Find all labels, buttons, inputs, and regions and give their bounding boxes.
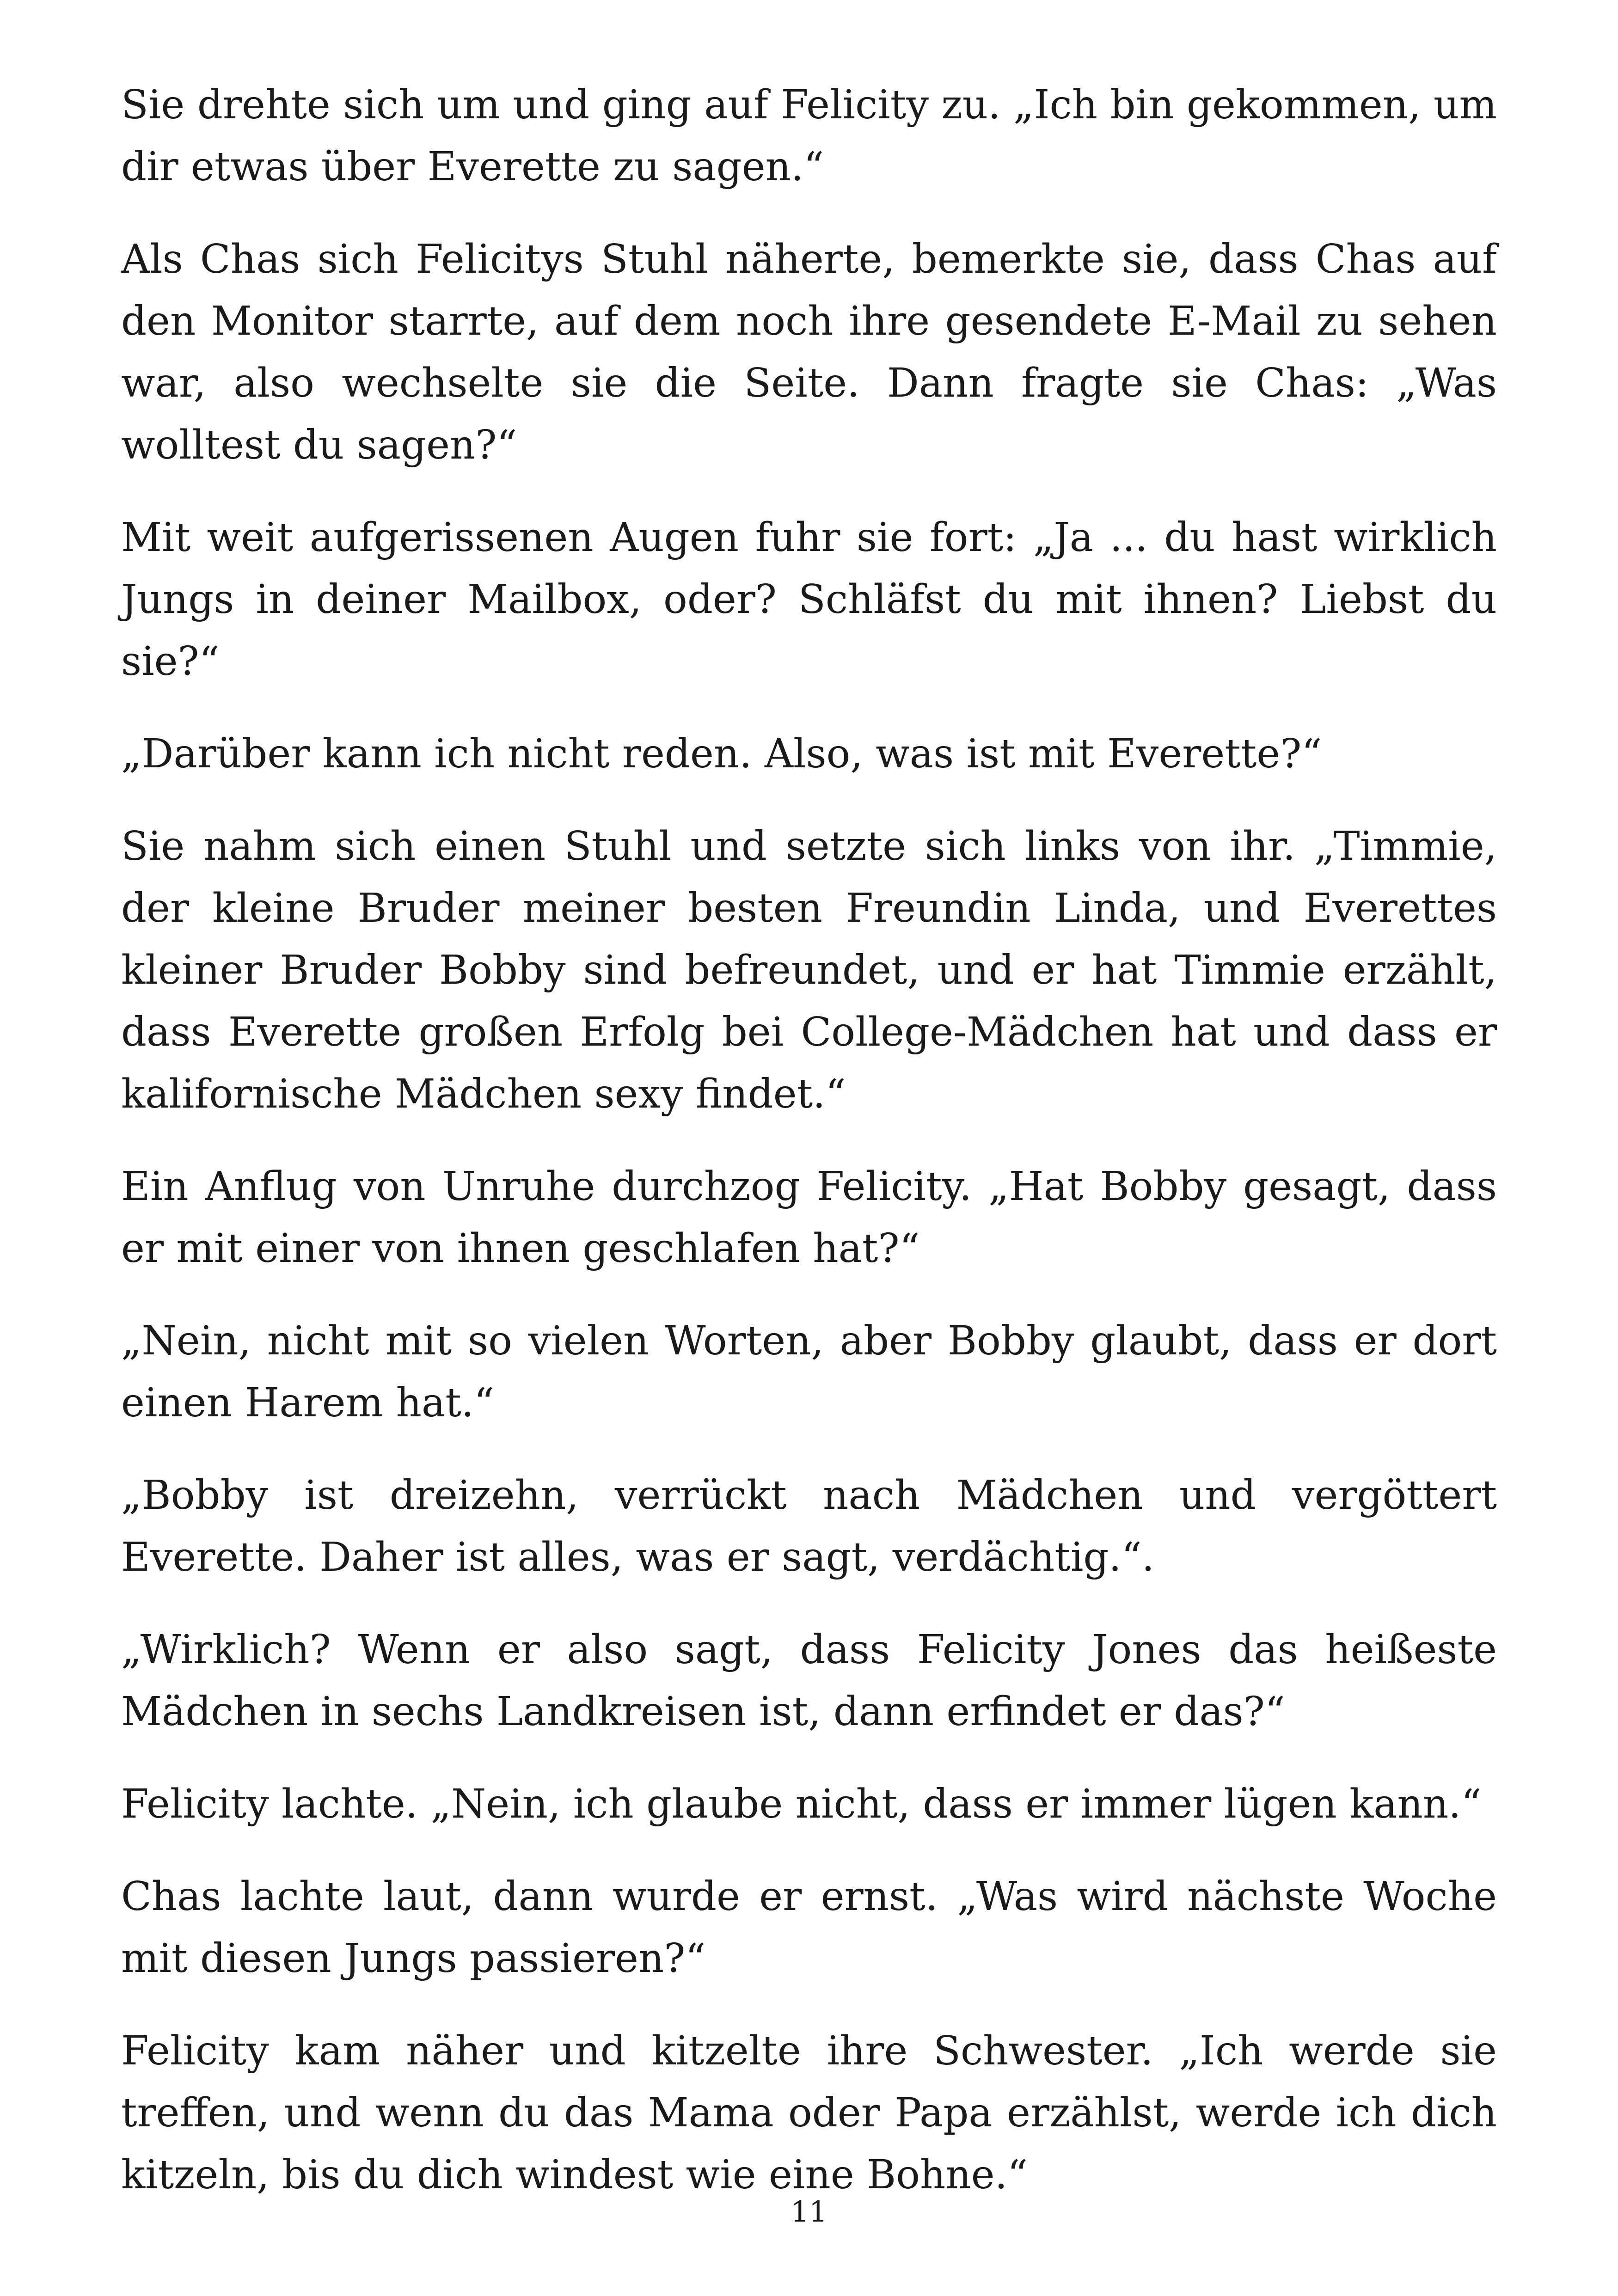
body-text (121, 74, 1497, 2236)
paragraph: Als Chas sich Felicitys Stuhl näherte, bemerkte sie, dass Chas auf den Monitor starrte, auf dem noch ihre gesendete E-Mail zu sehen war, also wechselte sie die Seite. Dann fragte sie Chas: „Was wolltest du sagen?“ (121, 236, 1497, 468)
paragraph: Sie drehte sich um und ging auf Felicity zu. „Ich bin gekommen, um dir etwas über Everette zu sagen.“ (121, 82, 1497, 190)
paragraph: „Darüber kann ich nicht reden. Also, was ist mit Everette?“ (121, 731, 1322, 777)
paragraph: „Bobby ist dreizehn, verrückt nach Mädchen und vergöttert Everette. Daher ist alles, was er sagt, verdächtig.“. (121, 1472, 1497, 1580)
paragraph: „Nein, nicht mit so vielen Worten, aber Bobby glaubt, dass er dort einen Harem hat.“ (121, 1318, 1497, 1426)
paragraph: Sie nahm sich einen Stuhl und setzte sich links von ihr. „Timmie, der kleine Bruder meiner besten Freundin Linda, und Everettes kleiner Bruder Bobby sind befreundet, und er hat Timmie erzählt, dass Everette großen Erfolg bei College-Mädchen hat und dass er kalifornische Mädchen sexy findet.“ (121, 823, 1497, 1117)
paragraph: Felicity lachte. „Nein, ich glaube nicht, dass er immer lügen kann.“ (121, 1781, 1482, 1827)
page-number: 11 (791, 2195, 827, 2229)
paragraph: Mit weit aufgerissenen Augen fuhr sie fort: „Ja ... du hast wirklich Jungs in deiner Mailbox, oder? Schläfst du mit ihnen? Liebst du sie?“ (121, 514, 1497, 685)
paragraph: „Wirklich? Wenn er also sagt, dass Felicity Jones das heißeste Mädchen in sechs Landkreisen ist, dann erfindet er das?“ (121, 1627, 1497, 1735)
paragraph: Ein Anflug von Unruhe durchzog Felicity. „Hat Bobby gesagt, dass er mit einer von ihnen geschlafen hat?“ (121, 1163, 1497, 1272)
paragraph: Chas lachte laut, dann wurde er ernst. „Was wird nächste Woche mit diesen Jungs passieren?“ (121, 1874, 1497, 1982)
paragraph: Felicity kam näher und kitzelte ihre Schwester. „Ich werde sie treffen, und wenn du das Mama oder Papa erzählst, werde ich dich kitzeln, bis du dich windest wie eine Bohne.“ (121, 2028, 1497, 2198)
